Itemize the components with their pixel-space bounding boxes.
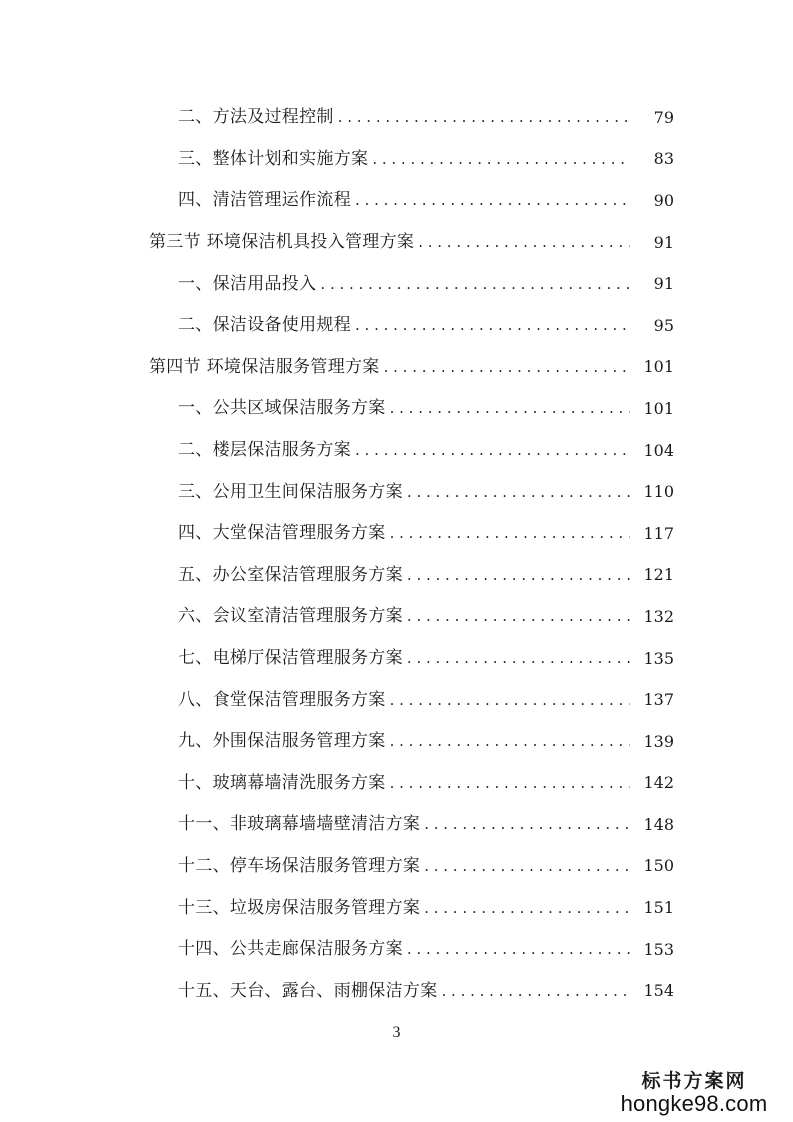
toc-dot-leader	[390, 526, 630, 541]
toc-entry-title: 十三、垃圾房保洁服务管理方案	[178, 897, 421, 918]
toc-entry-page: 90	[653, 190, 674, 210]
toc-dot-leader	[424, 817, 630, 832]
toc-entry-page: 154	[643, 981, 674, 1001]
toc-entry-page: 148	[643, 814, 674, 834]
toc-entry[interactable]	[0, 721, 793, 763]
toc-entry-title: 十、玻璃幕墙清洗服务方案	[178, 772, 386, 793]
toc-entry-title: 八、食堂保洁管理服务方案	[178, 689, 386, 710]
watermark-logo	[609, 1066, 779, 1117]
toc-entry[interactable]	[0, 388, 793, 430]
toc-entry-title: 十二、停车场保洁服务管理方案	[178, 855, 421, 876]
toc-dot-leader	[407, 651, 630, 666]
toc-entry-title: 七、电梯厅保洁管理服务方案	[178, 648, 403, 669]
toc-entry[interactable]	[0, 305, 793, 347]
toc-entry-page: 117	[643, 523, 674, 543]
toc-entry[interactable]	[0, 513, 793, 555]
toc-section-entry[interactable]	[0, 222, 793, 264]
toc-entry-title: 第三节 环境保洁机具投入管理方案	[149, 232, 415, 253]
toc-dot-leader	[442, 984, 631, 999]
toc-entry-page: 95	[653, 315, 674, 335]
toc-entry-page: 101	[643, 357, 674, 377]
toc-entry[interactable]	[0, 180, 793, 222]
toc-entry[interactable]	[0, 638, 793, 680]
toc-entry[interactable]	[0, 139, 793, 181]
table-of-contents	[0, 97, 793, 1012]
toc-entry-page: 121	[643, 565, 674, 585]
toc-entry-title: 二、保洁设备使用规程	[178, 315, 351, 336]
toc-entry[interactable]	[0, 97, 793, 139]
toc-entry[interactable]	[0, 804, 793, 846]
toc-entry-title: 十四、公共走廊保洁服务方案	[178, 939, 403, 960]
toc-dot-leader	[407, 568, 630, 583]
toc-entry-title: 五、办公室保洁管理服务方案	[178, 564, 403, 585]
toc-entry-page: 104	[643, 440, 674, 460]
page-number: 3	[392, 1024, 401, 1041]
toc-dot-leader	[320, 277, 630, 292]
toc-dot-leader	[355, 318, 630, 333]
toc-section-entry[interactable]	[0, 347, 793, 389]
toc-dot-leader	[407, 485, 630, 500]
toc-dot-leader	[407, 609, 630, 624]
toc-dot-leader	[355, 193, 630, 208]
toc-entry[interactable]	[0, 929, 793, 971]
toc-entry[interactable]	[0, 555, 793, 597]
toc-entry-title: 三、公用卫生间保洁服务方案	[178, 481, 403, 502]
toc-entry-title: 三、整体计划和实施方案	[178, 148, 369, 169]
toc-entry[interactable]	[0, 887, 793, 929]
toc-dot-leader	[390, 734, 630, 749]
toc-entry[interactable]	[0, 763, 793, 805]
toc-entry[interactable]	[0, 263, 793, 305]
toc-entry[interactable]	[0, 471, 793, 513]
toc-dot-leader	[390, 776, 630, 791]
toc-dot-leader	[390, 693, 630, 708]
toc-dot-leader	[424, 859, 630, 874]
toc-entry-title: 四、大堂保洁管理服务方案	[178, 523, 386, 544]
toc-dot-leader	[384, 360, 630, 375]
toc-entry-page: 150	[643, 856, 674, 876]
toc-entry-title: 一、公共区域保洁服务方案	[178, 398, 386, 419]
toc-dot-leader	[372, 152, 630, 167]
toc-entry-page: 83	[653, 149, 674, 169]
toc-dot-leader	[338, 110, 630, 125]
toc-entry-title: 九、外围保洁服务管理方案	[178, 731, 386, 752]
toc-entry-title: 十五、天台、露台、雨棚保洁方案	[178, 980, 438, 1001]
toc-dot-leader	[390, 401, 630, 416]
toc-entry[interactable]	[0, 846, 793, 888]
toc-entry-title: 六、会议室清洁管理服务方案	[178, 606, 403, 627]
toc-entry-page: 153	[643, 939, 674, 959]
toc-entry-page: 135	[643, 648, 674, 668]
toc-entry-title: 一、保洁用品投入	[178, 273, 317, 294]
toc-entry-page: 151	[643, 898, 674, 918]
toc-dot-leader	[407, 942, 630, 957]
toc-entry-title: 第四节 环境保洁服务管理方案	[149, 356, 380, 377]
toc-entry[interactable]	[0, 596, 793, 638]
toc-entry-page: 91	[653, 232, 674, 252]
toc-entry[interactable]	[0, 970, 793, 1012]
toc-entry-page: 101	[643, 398, 674, 418]
toc-entry[interactable]	[0, 430, 793, 472]
toc-entry-title: 十一、非玻璃幕墙墙壁清洁方案	[178, 814, 421, 835]
toc-entry-title: 二、楼层保洁服务方案	[178, 440, 351, 461]
toc-entry-page: 142	[643, 773, 674, 793]
toc-dot-leader	[418, 235, 630, 250]
toc-entry-page: 132	[643, 606, 674, 626]
toc-dot-leader	[355, 443, 630, 458]
toc-entry-page: 137	[643, 690, 674, 710]
toc-entry-page: 91	[653, 274, 674, 294]
toc-entry-page: 139	[643, 731, 674, 751]
toc-dot-leader	[424, 901, 630, 916]
toc-entry-page: 110	[643, 482, 674, 502]
toc-entry-title: 二、方法及过程控制	[178, 107, 334, 128]
toc-entry[interactable]	[0, 679, 793, 721]
watermark-site-name: 标书方案网	[641, 1070, 747, 1092]
toc-entry-page: 79	[653, 107, 674, 127]
watermark-url: hongke98.com	[620, 1091, 768, 1116]
toc-entry-title: 四、清洁管理运作流程	[178, 190, 351, 211]
